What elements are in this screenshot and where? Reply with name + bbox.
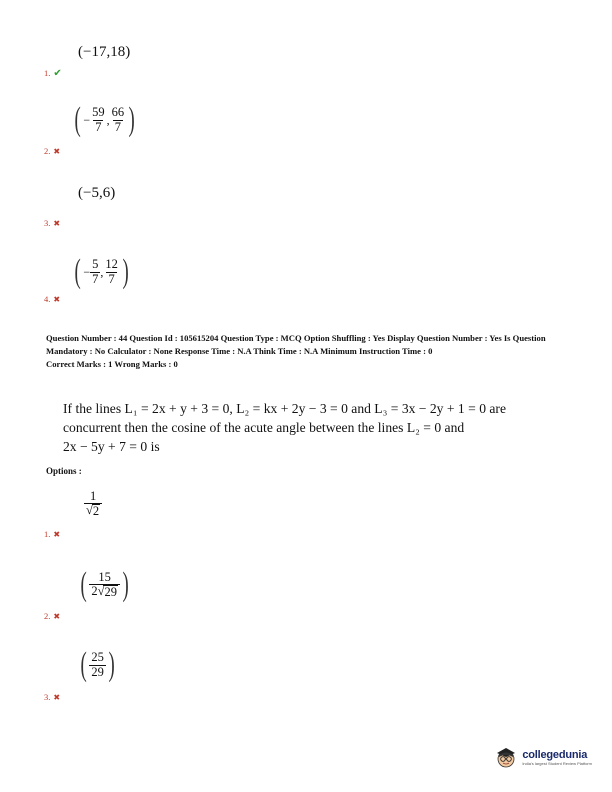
cross-icon: ✖ [53,219,61,228]
prev-option-4-label [44,294,60,304]
fraction [103,258,120,285]
cross-icon: ✖ [53,693,61,702]
denominator: 29 [91,664,104,679]
minus-sign: − [83,112,91,127]
minus-sign: − [83,264,91,279]
option-number: 3. [44,692,51,702]
numerator: 12 [105,257,118,272]
cross-icon: ✖ [53,612,61,621]
right-paren: ) [122,566,129,603]
question-text [63,399,549,456]
option-number: 3. [44,218,51,228]
denominator: 7 [114,119,121,134]
question-meta [46,332,576,371]
left-paren: ( [80,566,87,603]
question-line-3: 2x − 5y + 7 = 0 is [63,439,160,454]
comma: , [100,264,104,279]
coefficient: 2 [91,584,98,598]
left-paren: ( [80,646,87,683]
numerator: 66 [111,105,125,120]
left-paren: ( [74,101,81,138]
option-3-label [44,692,60,702]
check-icon: ✔ [53,68,62,79]
prev-option-2-label [44,146,60,156]
denominator: 7 [108,271,115,286]
prev-option-4-expr [72,255,131,289]
logo-name: collegedunia [522,748,588,761]
option-number: 4. [44,294,51,304]
prev-option-3-label [44,218,60,228]
sqrt [86,504,100,518]
prev-option-1-expr: (−17,18) [78,44,131,60]
radical-sign: √ [97,584,105,598]
radicand: 29 [104,585,117,599]
right-paren: ) [122,253,129,290]
collegedunia-logo [493,744,592,770]
cross-icon: ✖ [53,147,61,156]
prev-option-3-expr: (−5,6) [78,185,116,201]
numerator: 59 [92,105,105,120]
numerator: 5 [92,257,99,272]
question-line-1: If the lines L₁ = 2x + y + 3 = 0, L₂ = kx + 2y − 3 = 0 and L₃ = 3x − 2y + 1 = 0 are [63,401,506,416]
radicand: 2 [92,504,100,519]
option-number: 1. [44,68,51,78]
fraction [89,651,106,678]
denominator [89,584,120,599]
right-paren: ) [108,646,115,683]
fraction [89,571,120,599]
prev-option-1-label [44,68,62,79]
option-number: 1. [44,529,51,539]
option-1-expr [84,490,102,518]
options-label: Options : [46,466,82,476]
comma: , [106,112,110,127]
option-2-label [44,611,60,621]
fraction [84,490,102,518]
numerator: 1 [89,489,97,503]
option-number: 2. [44,611,51,621]
question-marks: Correct Marks : 1 Wrong Marks : 0 [46,359,178,369]
cross-icon: ✖ [53,530,61,539]
denominator [84,503,102,518]
radical-sign: √ [86,503,93,518]
question-line-2: concurrent then the cosine of the acute angle between the lines L₂ = 0 and [63,420,465,435]
left-paren: ( [74,253,81,290]
denominator: 7 [92,271,99,286]
sqrt [98,585,118,599]
denominator: 7 [95,119,102,134]
numerator: 25 [91,650,104,665]
option-3-expr [78,648,117,682]
option-1-label [44,529,60,539]
logo-text [522,749,592,766]
option-2-expr [78,568,131,602]
logo-tagline: India's largest Student Review Platform [522,760,592,766]
cross-icon: ✖ [53,295,61,304]
question-meta-text: Question Number : 44 Question Id : 105615204 Question Type : MCQ Option Shuffling : Yes Display Question Number : Yes Is Question Mandatory : No Calculator : None Response Time : N.A Think Time : N.A Minimum Instruction Time : 0 [46,333,546,356]
student-mascot-icon [493,744,519,770]
fraction [90,258,100,285]
right-paren: ) [128,101,135,138]
numerator: 15 [98,569,111,584]
fraction [110,106,127,133]
prev-option-2-expr [72,103,137,137]
fraction [90,106,107,133]
option-number: 2. [44,146,51,156]
